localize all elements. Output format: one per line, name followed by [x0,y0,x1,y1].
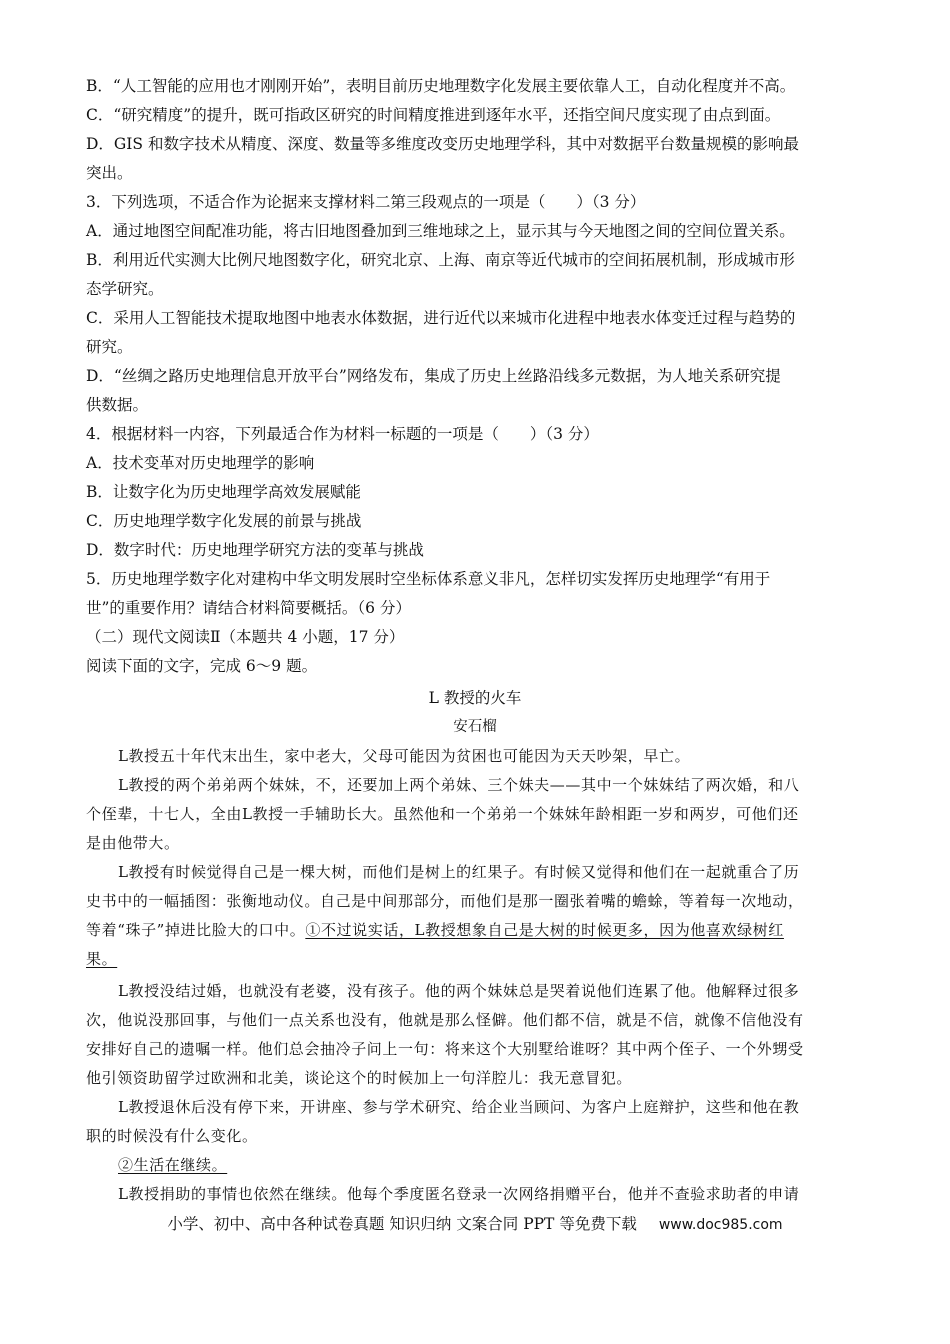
q4-option-d: D．数字时代：历史地理学研究方法的变革与挑战 [86,541,424,559]
section-heading: （二）现代文阅读Ⅱ（本题共 4 小题，17 分） [86,628,405,646]
q2-option-b: B．“人工智能的应用也才刚刚开始”，表明目前历史地理数字化发展主要依靠人工，自动化程度并不高。 [86,77,796,95]
article-paragraph-3-line3 [86,920,784,940]
article-paragraph-2-line3: 是由他带大。 [86,834,180,852]
q5-line2: 世”的重要作用？请结合材料简要概括。（6 分） [86,599,411,617]
article-paragraph-4-line2: 次，他说没那回事，与他们一点关系也没有，他就是那么怪僻。他们都不信，就是不信，就像不信他没有 [86,1011,804,1029]
q2-option-c: C．“研究精度”的提升，既可指政区研究的时间精度推进到逐年水平，还指空间尺度实现了由点到面。 [86,106,781,124]
q3-option-a: A．通过地图空间配准功能，将古旧地图叠加到三维地球之上，显示其与今天地图之间的空间位置关系。 [86,222,795,240]
article-paragraph-4-line4: 他引领资助留学过欧洲和北美，谈论这个的时候加上一句洋腔儿：我无意冒犯。 [86,1069,633,1087]
q4-option-a: A．技术变革对历史地理学的影响 [86,454,315,472]
article-paragraph-3-line4 [86,949,117,969]
article-paragraph-3-line2: 史书中的一幅插图：张衡地动仪。自己是中间那部分，而他们是那一圈张着嘴的蟾蜍，等着每一次地动， [86,892,804,910]
q3-option-d-line2: 供数据。 [86,396,149,414]
q5-line1: 5．历史地理学数字化对建构中华文明发展时空坐标体系意义非凡，怎样切实发挥历史地理学“有用于 [86,570,771,588]
article-paragraph-3-plain: 等着“珠子”掉进比脸大的口中。 [86,921,306,939]
q3-stem: 3．下列选项，不适合作为论据来支撑材料二第三段观点的一项是（ ）（3 分） [86,193,646,211]
footer-site-link[interactable]: www.doc985.com [658,1217,783,1233]
article-paragraph-1: L教授五十年代末出生，家中老大，父母可能因为贫困也可能因为天天吵架，早亡。 [118,747,691,765]
article-paragraph-2-line1: L教授的两个弟弟两个妹妹，不，还要加上两个弟妹、三个妹夫——其中一个妹妹结了两次婚，和八 [118,776,800,794]
underlined-sentence-1: ①不过说实话，L教授想象自己是大树的时候更多，因为他喜欢绿树红 [305,921,784,939]
article-paragraph-5-line2: 职的时候没有什么变化。 [86,1127,258,1145]
q4-stem: 4．根据材料一内容，下列最适合作为材料一标题的一项是（ ）（3 分） [86,425,599,443]
q3-option-b-line2: 态学研究。 [86,280,164,298]
q3-option-c-line2: 研究。 [86,338,133,356]
underlined-sentence-2: ②生活在继续。 [118,1156,228,1174]
article-paragraph-4-line3: 安排好自己的遗嘱一样。他们总会抽冷子问上一句：将来这个大别墅给谁呀？其中两个侄子、一个外甥受 [86,1040,804,1058]
article-paragraph-3-line1: L教授有时候觉得自己是一棵大树，而他们是树上的红果子。有时候又觉得和他们在一起就重合了历 [118,863,800,881]
article-paragraph-6 [118,1155,227,1175]
section-instruction: 阅读下面的文字，完成 6～9 题。 [86,657,318,675]
q3-option-b-line1: B．利用近代实测大比例尺地图数字化，研究北京、上海、南京等近代城市的空间拓展机制，形成城市形 [86,251,795,269]
footer-text: 小学、初中、高中各种试卷真题 知识归纳 文案合同 PPT 等免费下载 [167,1215,637,1233]
article-paragraph-2-line2: 个侄辈，十七人，全由L教授一手辅助长大。虽然他和一个弟弟一个妹妹年龄相距一岁和两岁，可他们还 [86,805,799,823]
article-paragraph-4-line1: L教授没结过婚，也就没有老婆，没有孩子。他的两个妹妹总是哭着说他们连累了他。他解释过很多 [118,982,800,1000]
q3-option-c-line1: C．采用人工智能技术提取地图中地表水体数据，进行近代以来城市化进程中地表水体变迁过程与趋势的 [86,309,796,327]
article-author: 安石榴 [453,719,497,735]
article-paragraph-5-line1: L教授退休后没有停下来，开讲座、参与学术研究、给企业当顾问、为客户上庭辩护，这些和他在教 [118,1098,800,1116]
underlined-sentence-1-end: 果。 [86,950,118,968]
q2-option-d-line2: 突出。 [86,164,133,182]
q2-option-d-line1: D．GIS 和数字技术从精度、深度、数量等多维度改变历史地理学科，其中对数据平台数量规模的影响最 [86,135,799,153]
q3-option-d-line1: D．“丝绸之路历史地理信息开放平台”网络发布，集成了历史上丝路沿线多元数据，为人地关系研究提 [86,367,781,385]
page-footer [0,1212,950,1234]
article-paragraph-7-line1: L教授捐助的事情也依然在继续。他每个季度匿名登录一次网络捐赠平台，他并不查验求助者的申请 [118,1185,800,1203]
article-title: L 教授的火车 [428,689,522,707]
q4-option-b: B．让数字化为历史地理学高效发展赋能 [86,483,361,501]
q4-option-c: C．历史地理学数字化发展的前景与挑战 [86,512,362,530]
